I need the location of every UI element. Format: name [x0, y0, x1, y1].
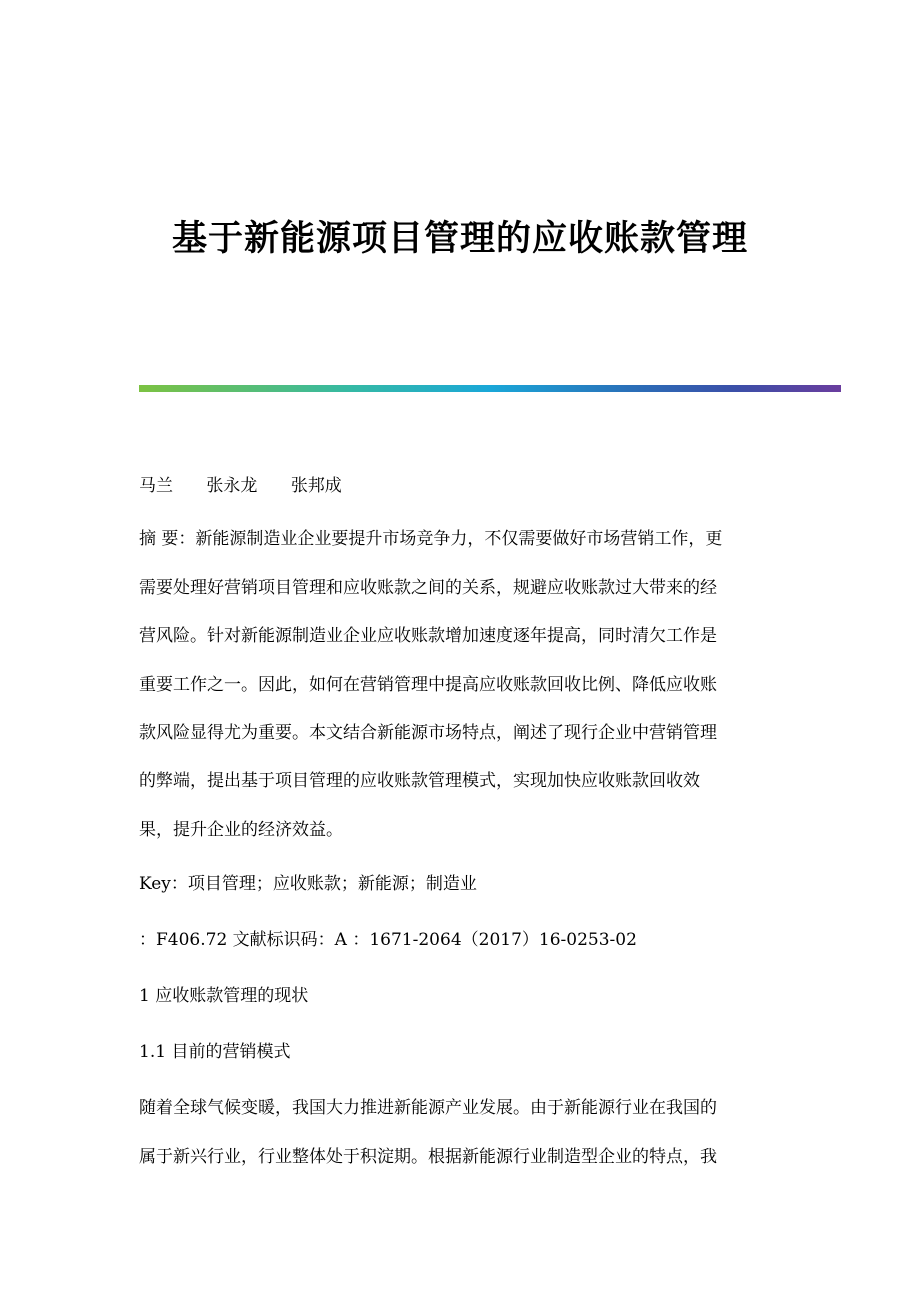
author-name: 张永龙: [206, 476, 258, 496]
author-name: 马兰: [139, 476, 173, 496]
abstract-line: 果，提升企业的经济效益。: [139, 820, 343, 840]
abstract-line: 的弊端，提出基于项目管理的应收账款管理模式，实现加快应收账款回收效: [139, 771, 700, 791]
subsection-heading: 1.1 目前的营销模式: [139, 1042, 291, 1062]
paper-title: 基于新能源项目管理的应收账款管理: [171, 218, 748, 259]
abstract-line: 需要处理好营销项目管理和应收账款之间的关系，规避应收账款过大带来的经: [139, 578, 717, 598]
classification-info: ：F406.72 文献标识码：A ：1671-2064（2017）16-0253-02: [139, 930, 637, 950]
section-heading: 1 应收账款管理的现状: [139, 986, 309, 1006]
abstract-line: 营风险。针对新能源制造业企业应收账款增加速度逐年提高，同时清欠工作是: [139, 626, 717, 646]
abstract-line: 重要工作之一。因此，如何在营销管理中提高应收账款回收比例、降低应收账: [139, 675, 717, 695]
abstract-line: 款风险显得尤为重要。本文结合新能源市场特点，阐述了现行企业中营销管理: [139, 723, 717, 743]
author-list: [139, 462, 342, 511]
title-divider: [139, 385, 841, 392]
body-line: 随着全球气候变暖，我国大力推进新能源产业发展。由于新能源行业在我国的: [139, 1098, 717, 1118]
author-name: 张邦成: [290, 476, 342, 496]
body-line: 属于新兴行业，行业整体处于积淀期。根据新能源行业制造型企业的特点，我: [139, 1147, 717, 1167]
keywords: Key：项目管理；应收账款；新能源；制造业: [139, 874, 477, 894]
abstract-line: 摘 要：新能源制造业企业要提升市场竞争力，不仅需要做好市场营销工作，更: [139, 529, 723, 549]
